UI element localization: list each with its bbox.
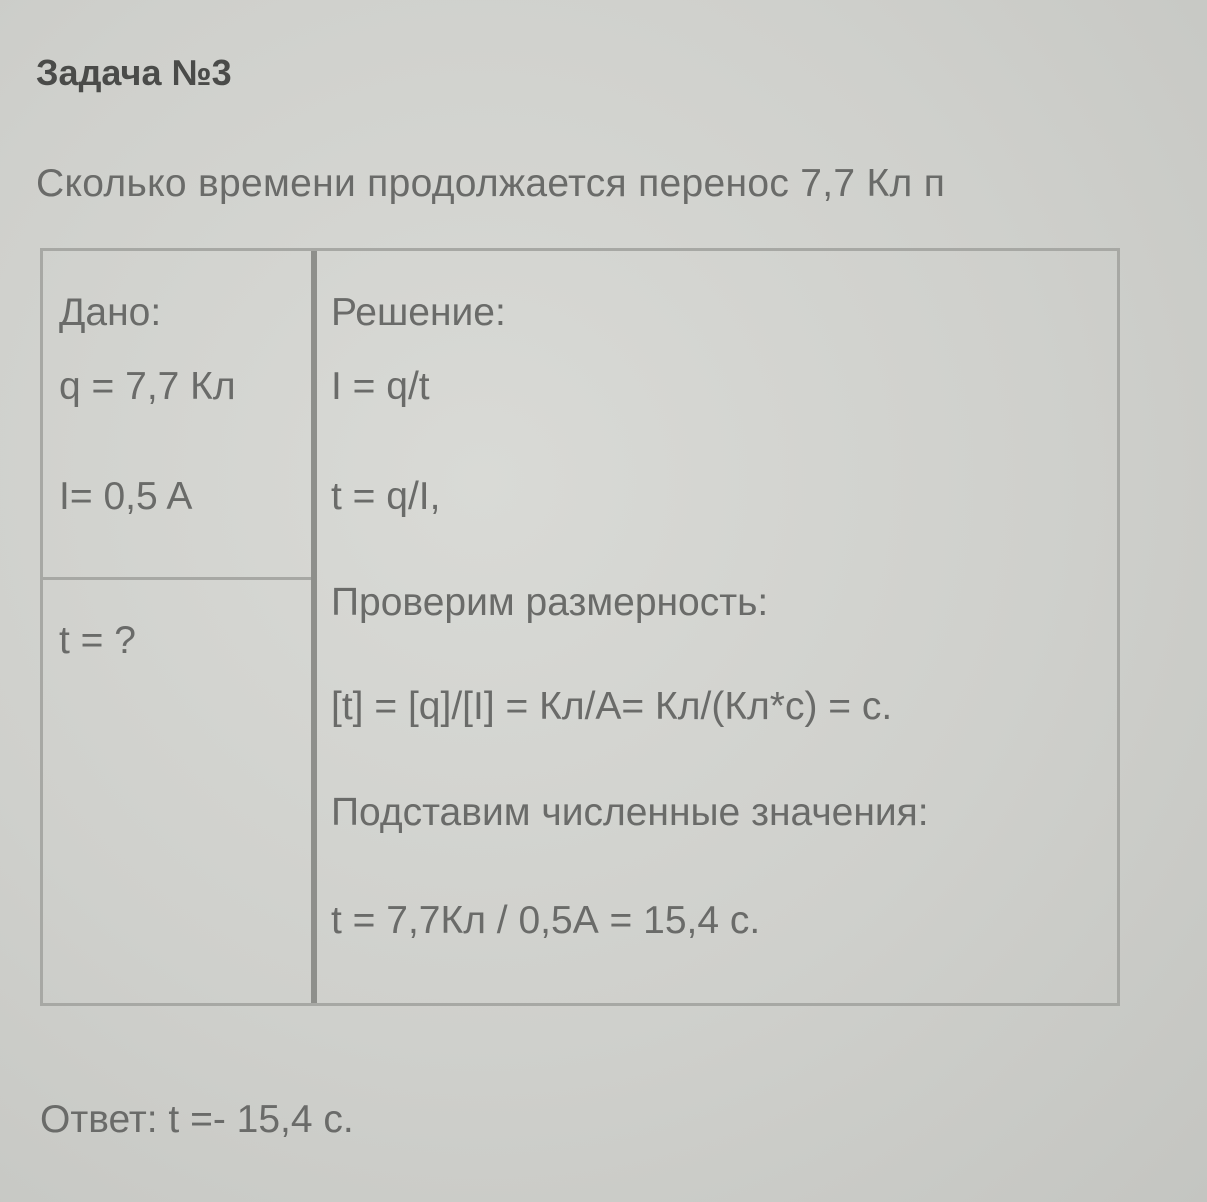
formula-time: t = q/I, — [331, 475, 441, 518]
task-title: Задача №3 — [36, 52, 232, 93]
given-unknown: t = ? — [59, 619, 136, 662]
substitute-label: Подставим численные значения: — [331, 791, 929, 834]
calculation: t = 7,7Кл / 0,5А = 15,4 с. — [331, 899, 761, 942]
given-divider — [43, 577, 311, 580]
solution-table — [40, 248, 1120, 1006]
given-current: I= 0,5 A — [59, 475, 193, 518]
units-check: [t] = [q]/[I] = Кл/A= Кл/(Кл*с) = с. — [331, 685, 893, 728]
formula-current: I = q/t — [331, 365, 430, 408]
column-divider — [311, 251, 317, 1003]
answer: Ответ: t =- 15,4 с. — [40, 1098, 354, 1141]
task-question: Сколько времени продолжается перенос 7,7 Кл п — [36, 162, 946, 205]
check-units-label: Проверим размерность: — [331, 581, 769, 624]
given-charge: q = 7,7 Кл — [59, 365, 236, 408]
solution-header: Решение: — [331, 291, 506, 334]
given-header: Дано: — [59, 291, 162, 334]
